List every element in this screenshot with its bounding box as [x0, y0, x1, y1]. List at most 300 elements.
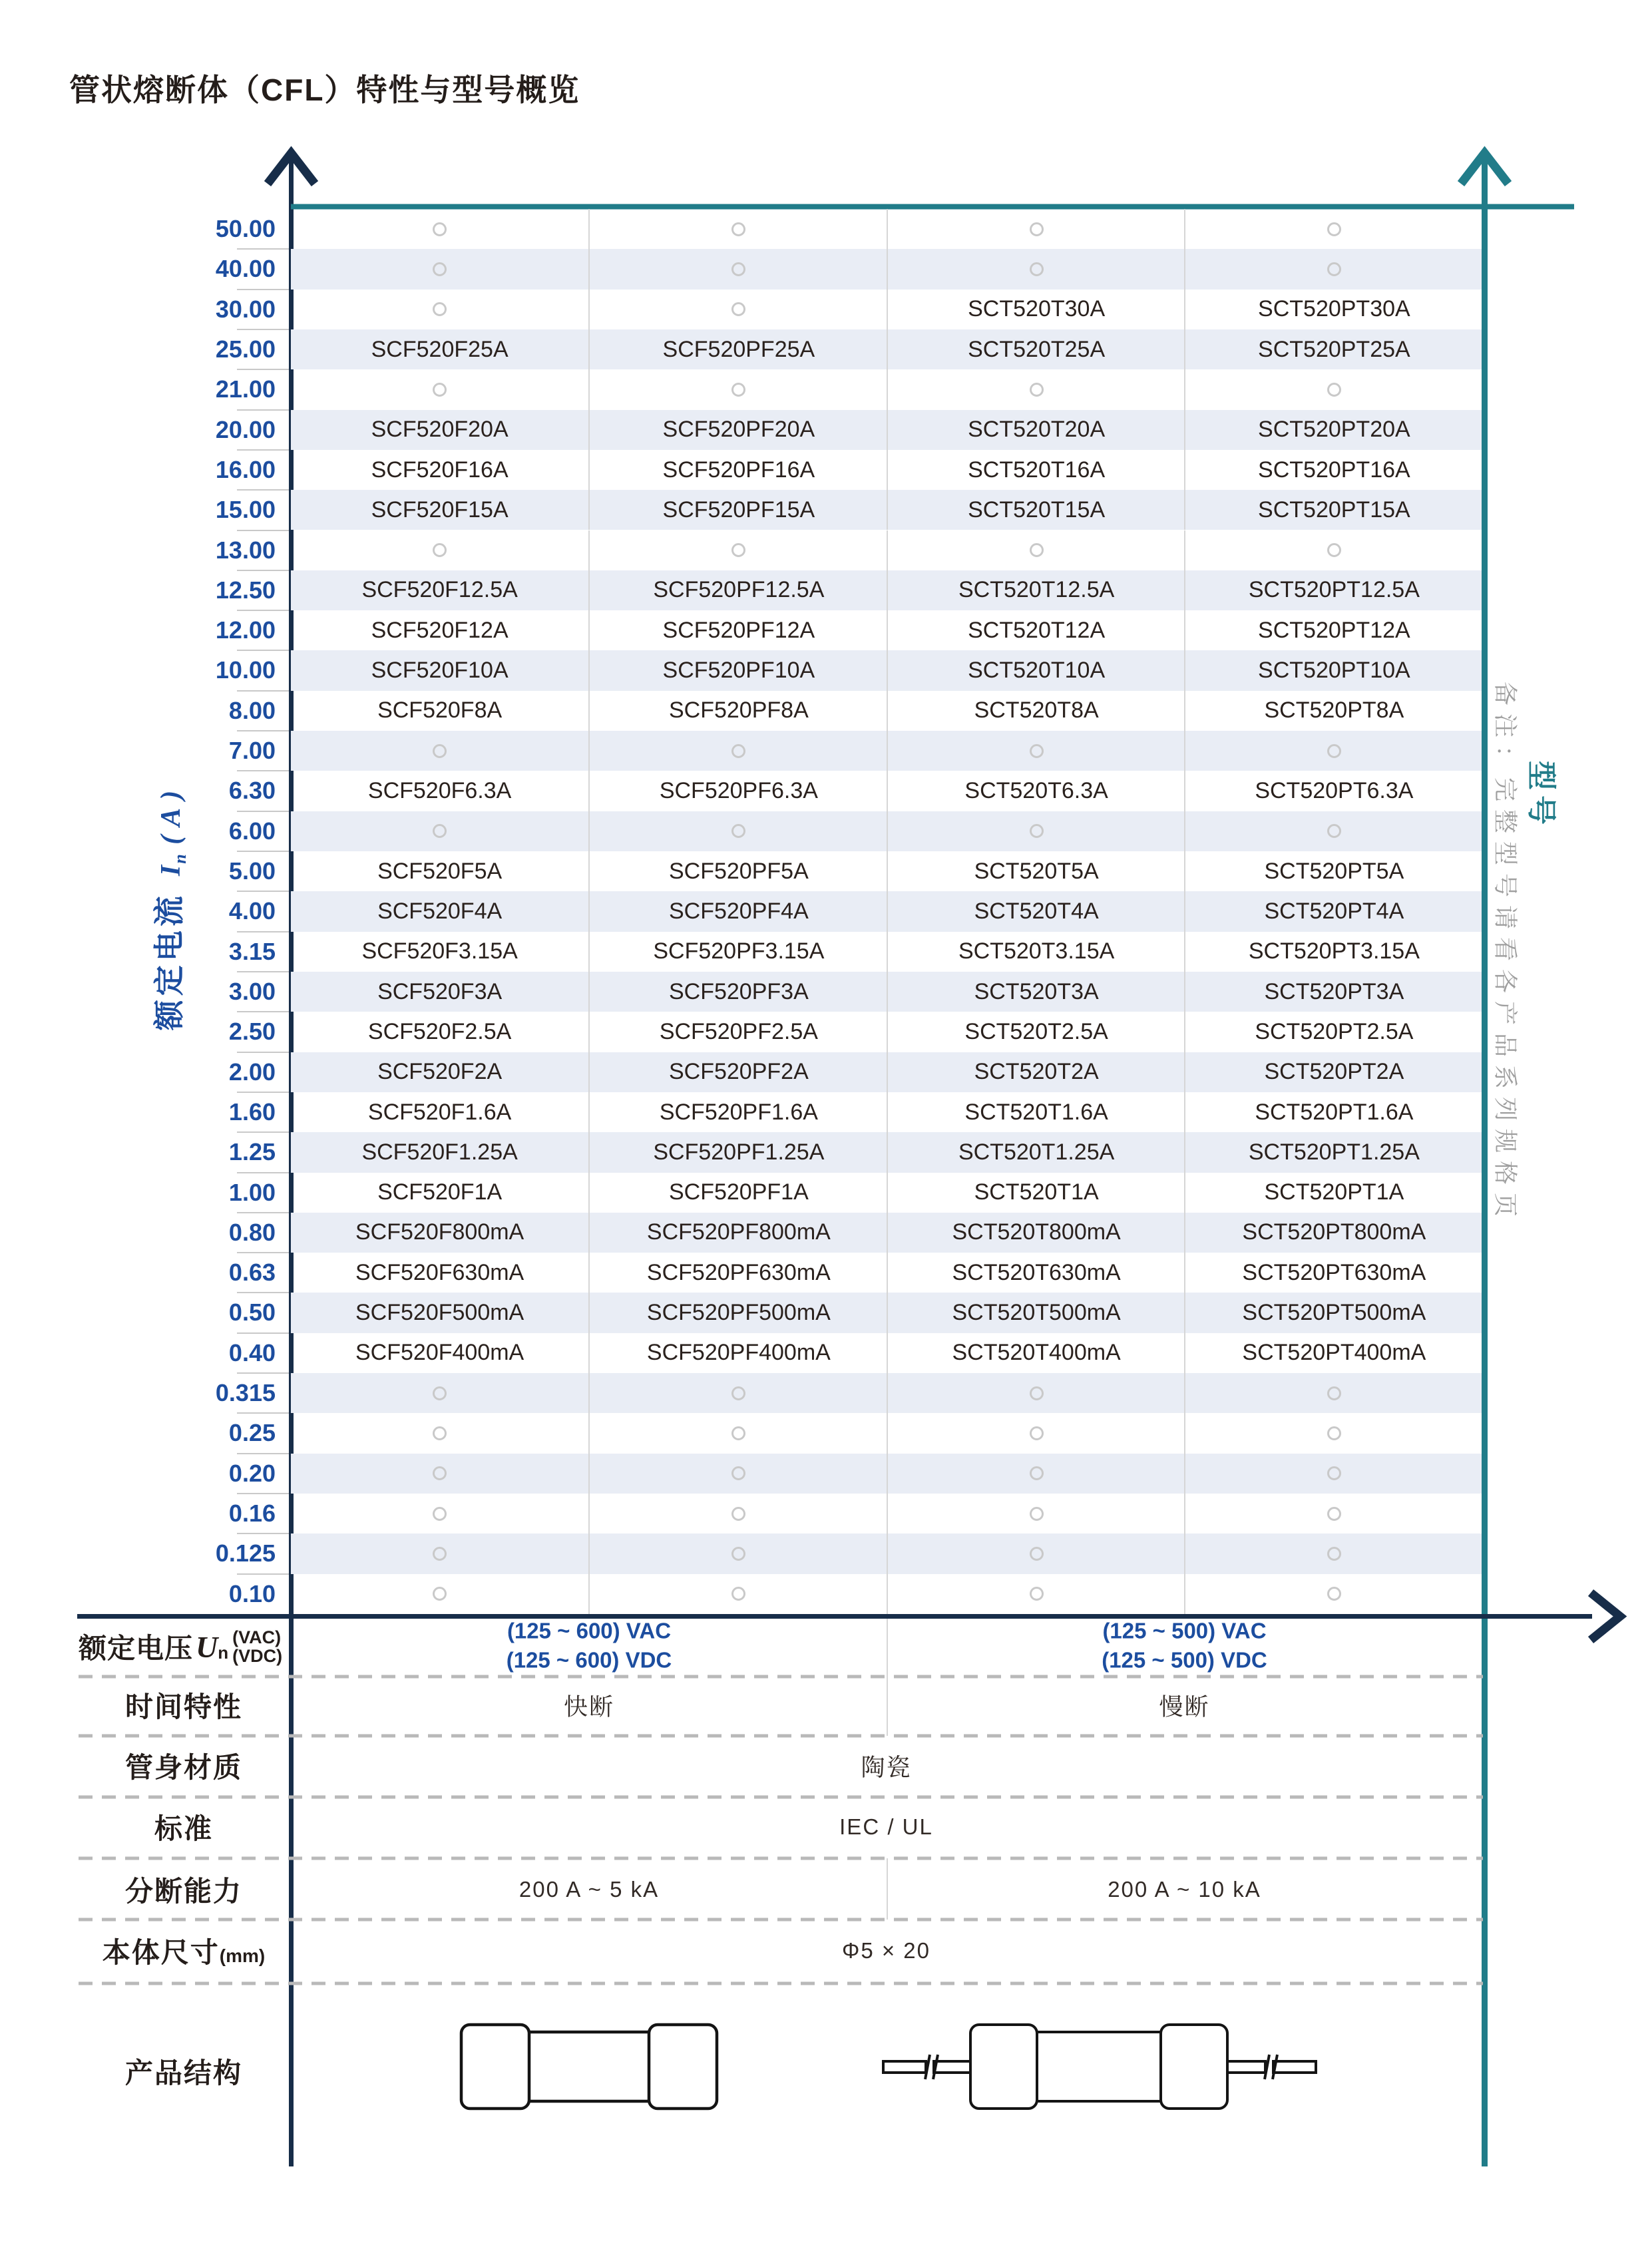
- part-number: SCF520F5A: [377, 858, 503, 884]
- part-number-cell: [291, 410, 588, 450]
- table-row: [291, 1413, 1482, 1453]
- table-row: [291, 329, 1482, 369]
- part-number: SCF520PF16A: [662, 457, 815, 483]
- part-number-cell: [887, 691, 1185, 731]
- part-number-cell: [887, 249, 1185, 289]
- rated-current-label: 2.00: [228, 1058, 276, 1086]
- part-number: SCF520PF1A: [668, 1179, 809, 1205]
- rated-current-label: 0.125: [215, 1539, 276, 1567]
- part-number-cell: [588, 329, 887, 369]
- rated-current-label: 10.00: [215, 656, 276, 684]
- part-number-cell: [291, 490, 588, 530]
- table-row: [291, 1012, 1482, 1052]
- part-number-cell: [588, 972, 887, 1012]
- cartridge-fuse-drawing: [461, 2025, 717, 2109]
- axis-tick: [237, 369, 289, 370]
- part-number-cell: [291, 1253, 588, 1293]
- rated-current-label: 0.16: [228, 1500, 276, 1528]
- empty-circle-icon: [1030, 1587, 1044, 1601]
- part-number: SCF520PF800mA: [646, 1219, 831, 1245]
- empty-circle-icon: [731, 262, 745, 276]
- empty-circle-icon: [1327, 222, 1341, 236]
- part-number: SCT520T630mA: [952, 1259, 1121, 1285]
- part-number-cell: [1184, 691, 1483, 731]
- axial-lead-fuse-drawing: [883, 2025, 1316, 2109]
- rated-current-label: 3.00: [228, 977, 276, 1005]
- part-number-cell: [291, 369, 588, 409]
- part-number-cell: [887, 570, 1185, 610]
- part-number: SCT520PT12A: [1258, 617, 1410, 643]
- table-row: [291, 1373, 1482, 1413]
- part-number-cell: [1184, 1213, 1483, 1253]
- axis-tick: [237, 971, 289, 972]
- table-row: [291, 1173, 1482, 1213]
- part-number-cell: [291, 691, 588, 731]
- part-number-cell: [887, 650, 1185, 690]
- rated-current-label: 1.00: [228, 1178, 276, 1206]
- part-number-cell: [588, 209, 887, 249]
- axis-tick: [237, 650, 289, 651]
- part-number: SCF520F6.3A: [367, 778, 512, 804]
- structure-label: 产品结构: [124, 2057, 242, 2089]
- part-number-cell: [588, 811, 887, 851]
- empty-circle-icon: [1327, 1587, 1341, 1601]
- axis-tick: [237, 1332, 289, 1334]
- empty-circle-icon: [1327, 1466, 1341, 1480]
- empty-circle-icon: [1030, 1386, 1044, 1400]
- rated-voltage-left: (125 ~ 600) VAC (125 ~ 600) VDC: [506, 1618, 672, 1672]
- empty-circle-icon: [1030, 1426, 1044, 1440]
- axis-tick: [237, 891, 289, 892]
- part-number-cell: [588, 570, 887, 610]
- part-number-cell: [1184, 530, 1483, 570]
- part-number: SCT520PT800mA: [1242, 1219, 1426, 1245]
- table-row: [291, 369, 1482, 409]
- part-number-cell: [887, 1454, 1185, 1494]
- rated-current-label: 13.00: [215, 536, 276, 564]
- axis-tick: [237, 1131, 289, 1133]
- part-number-cell: [887, 1092, 1185, 1132]
- table-row: [291, 1132, 1482, 1172]
- part-number-cell: [291, 1373, 588, 1413]
- part-number-cell: [588, 1413, 887, 1453]
- part-number: SCT520PT30A: [1258, 296, 1410, 322]
- rated-current-label: 1.60: [228, 1098, 276, 1125]
- part-number: SCT520T6.3A: [964, 778, 1108, 804]
- part-number-cell: [588, 530, 887, 570]
- standard-label: 标准: [154, 1813, 213, 1844]
- empty-circle-icon: [433, 1466, 447, 1480]
- part-number-cell: [588, 1092, 887, 1132]
- part-number-cell: [1184, 851, 1483, 891]
- table-row: [291, 530, 1482, 570]
- axis-tick: [237, 1292, 289, 1293]
- model-table: [291, 209, 1482, 1615]
- rated-current-label: 6.00: [228, 817, 276, 845]
- part-number-cell: [588, 1293, 887, 1332]
- part-number: SCF520F10A: [371, 658, 509, 684]
- axis-tick: [237, 851, 289, 852]
- part-number: SCF520PF10A: [662, 658, 815, 684]
- table-row: [291, 249, 1482, 289]
- empty-circle-icon: [1030, 744, 1044, 758]
- empty-circle-icon: [1327, 1386, 1341, 1400]
- rated-current-label: 3.15: [228, 937, 276, 965]
- empty-circle-icon: [433, 222, 447, 236]
- part-number-cell: [588, 1012, 887, 1052]
- part-number-cell: [588, 891, 887, 931]
- axis-tick: [237, 1493, 289, 1494]
- part-number: SCF520PF3A: [668, 978, 809, 1004]
- voltage-symbol: U: [196, 1629, 218, 1664]
- side-note: 备注：完整型号请看各产品系列规格页: [1492, 681, 1520, 1225]
- part-number-cell: [887, 1173, 1185, 1213]
- part-number-cell: [1184, 1132, 1483, 1172]
- part-number: SCF520F20A: [371, 417, 509, 443]
- axis-tick: [237, 1011, 289, 1012]
- empty-circle-icon: [1030, 262, 1044, 276]
- axis-tick: [237, 931, 289, 932]
- rated-current-label: 5.00: [228, 857, 276, 885]
- part-number: SCT520T15A: [968, 497, 1106, 522]
- time-characteristic-right: 慢断: [1159, 1693, 1210, 1721]
- empty-circle-icon: [1030, 824, 1044, 838]
- part-number-cell: [291, 249, 588, 289]
- axis-tick: [237, 690, 289, 692]
- part-number: SCF520F1.6A: [367, 1099, 512, 1125]
- part-number: SCT520PT500mA: [1242, 1300, 1426, 1326]
- part-number-cell: [1184, 1092, 1483, 1132]
- part-number-cell: [1184, 1413, 1483, 1453]
- rated-voltage-right: (125 ~ 500) VAC (125 ~ 500) VDC: [1102, 1618, 1267, 1672]
- part-number-cell: [887, 972, 1185, 1012]
- empty-circle-icon: [1327, 824, 1341, 838]
- part-number: SCT520PT630mA: [1242, 1259, 1426, 1285]
- part-number: SCT520T12.5A: [958, 577, 1115, 603]
- axis-tick: [237, 1212, 289, 1213]
- part-number: SCF520PF500mA: [646, 1300, 831, 1326]
- part-number-cell: [291, 650, 588, 690]
- table-row: [291, 490, 1482, 530]
- part-number: SCF520PF8A: [668, 698, 809, 723]
- empty-circle-icon: [1327, 1507, 1341, 1521]
- axis-tick: [237, 1412, 289, 1414]
- empty-circle-icon: [433, 824, 447, 838]
- rated-current-label: 40.00: [215, 255, 276, 283]
- empty-circle-icon: [1030, 543, 1044, 557]
- part-number-cell: [887, 410, 1185, 450]
- body-material-value: 陶瓷: [861, 1753, 912, 1781]
- part-number-cell: [1184, 249, 1483, 289]
- rated-current-label: 12.00: [215, 616, 276, 644]
- rated-current-label: 20.00: [215, 415, 276, 443]
- part-number-cell: [291, 1533, 588, 1573]
- part-number-cell: [887, 450, 1185, 490]
- empty-circle-icon: [1327, 543, 1341, 557]
- empty-circle-icon: [731, 1507, 745, 1521]
- axis-tick: [237, 770, 289, 771]
- table-row: [291, 1494, 1482, 1533]
- part-number: SCF520F2A: [377, 1059, 503, 1085]
- part-number: SCF520PF2A: [668, 1059, 809, 1085]
- axis-tick: [237, 811, 289, 812]
- time-characteristic-left: 快断: [563, 1693, 614, 1721]
- empty-circle-icon: [1030, 1466, 1044, 1480]
- part-number-cell: [588, 1173, 887, 1213]
- part-number-cell: [887, 290, 1185, 329]
- part-number-cell: [1184, 1454, 1483, 1494]
- rated-current-label: 1.25: [228, 1138, 276, 1166]
- part-number: SCF520PF400mA: [646, 1340, 831, 1366]
- empty-circle-icon: [433, 302, 447, 316]
- table-row: [291, 450, 1482, 490]
- rated-current-label: 15.00: [215, 496, 276, 524]
- part-number: SCF520F3A: [377, 978, 503, 1004]
- part-number-cell: [1184, 771, 1483, 811]
- part-number: SCF520F3.15A: [361, 938, 518, 964]
- part-number: SCT520T800mA: [952, 1219, 1121, 1245]
- part-number-cell: [588, 410, 887, 450]
- part-number: SCT520PT2.5A: [1255, 1018, 1414, 1044]
- part-number-cell: [1184, 450, 1483, 490]
- rated-current-label: 0.63: [228, 1259, 276, 1287]
- axis-tick: [237, 1533, 289, 1534]
- table-row: [291, 1092, 1482, 1132]
- part-number-cell: [291, 610, 588, 650]
- empty-circle-icon: [731, 222, 745, 236]
- rated-current-label: 7.00: [228, 737, 276, 765]
- part-number-cell: [291, 1213, 588, 1253]
- part-number-cell: [291, 1092, 588, 1132]
- part-number: SCT520T8A: [974, 698, 1099, 723]
- part-number: SCT520T3A: [974, 978, 1099, 1004]
- empty-circle-icon: [731, 1386, 745, 1400]
- part-number-cell: [1184, 610, 1483, 650]
- table-row: [291, 691, 1482, 731]
- part-number: SCT520T1A: [974, 1179, 1099, 1205]
- part-number-cell: [1184, 1052, 1483, 1092]
- table-row: [291, 1574, 1482, 1614]
- axis-tick: [237, 1052, 289, 1053]
- empty-circle-icon: [433, 1507, 447, 1521]
- part-number: SCT520T4A: [974, 898, 1099, 924]
- y-axis-title-cn: 额定电流: [151, 892, 186, 1031]
- part-number: SCF520F12A: [371, 617, 509, 643]
- part-number-cell: [887, 811, 1185, 851]
- y-axis-title: [145, 789, 190, 1031]
- part-number-cell: [887, 1373, 1185, 1413]
- empty-circle-icon: [731, 302, 745, 316]
- part-number-cell: [291, 1454, 588, 1494]
- part-number-cell: [291, 1574, 588, 1614]
- rated-current-label: 21.00: [215, 375, 276, 403]
- part-number-cell: [588, 1574, 887, 1614]
- rated-current-label: 0.25: [228, 1419, 276, 1447]
- part-number-cell: [588, 650, 887, 690]
- part-number-cell: [291, 851, 588, 891]
- table-row: [291, 1052, 1482, 1092]
- part-number-cell: [887, 851, 1185, 891]
- part-number: SCT520T12A: [968, 617, 1106, 643]
- empty-circle-icon: [433, 1547, 447, 1561]
- table-row: [291, 570, 1482, 610]
- part-number-cell: [1184, 1173, 1483, 1213]
- empty-circle-icon: [1327, 383, 1341, 397]
- part-number-cell: [588, 1333, 887, 1373]
- part-number: SCF520PF5A: [668, 858, 809, 884]
- part-number-cell: [887, 1052, 1185, 1092]
- empty-circle-icon: [1327, 1547, 1341, 1561]
- part-number-cell: [1184, 891, 1483, 931]
- part-number: SCT520PT1A: [1264, 1179, 1404, 1205]
- part-number-cell: [1184, 1253, 1483, 1293]
- part-number-cell: [291, 972, 588, 1012]
- part-number-cell: [291, 1173, 588, 1213]
- empty-circle-icon: [1327, 1426, 1341, 1440]
- part-number-cell: [1184, 731, 1483, 771]
- part-number-cell: [887, 369, 1185, 409]
- part-number: SCT520PT25A: [1258, 336, 1410, 362]
- part-number-cell: [588, 1132, 887, 1172]
- part-number: SCT520T5A: [974, 858, 1099, 884]
- part-number-cell: [1184, 1012, 1483, 1052]
- table-row: [291, 1213, 1482, 1253]
- part-number-cell: [887, 1533, 1185, 1573]
- part-number: SCT520PT2A: [1264, 1059, 1404, 1085]
- empty-circle-icon: [1030, 383, 1044, 397]
- table-row: [291, 1533, 1482, 1573]
- part-number-cell: [1184, 932, 1483, 972]
- empty-circle-icon: [731, 824, 745, 838]
- table-row: [291, 209, 1482, 249]
- part-number-cell: [1184, 209, 1483, 249]
- part-number-cell: [588, 851, 887, 891]
- breaking-capacity-right: 200 A ~ 10 kA: [1108, 1877, 1261, 1902]
- part-number-cell: [588, 731, 887, 771]
- empty-circle-icon: [433, 1587, 447, 1601]
- axis-tick: [237, 329, 289, 330]
- standard-value: IEC / UL: [839, 1814, 933, 1839]
- part-number: SCT520PT16A: [1258, 457, 1410, 483]
- table-row: [291, 610, 1482, 650]
- part-number: SCF520PF2.5A: [659, 1018, 818, 1044]
- rated-current-label: 0.80: [228, 1218, 276, 1246]
- rated-current-label: 0.10: [228, 1579, 276, 1607]
- table-row: [291, 731, 1482, 771]
- part-number-cell: [1184, 811, 1483, 851]
- rated-current-label: 6.30: [228, 777, 276, 805]
- part-number-cell: [887, 1253, 1185, 1293]
- empty-circle-icon: [433, 1386, 447, 1400]
- part-number: SCT520PT4A: [1264, 898, 1404, 924]
- part-number-cell: [887, 932, 1185, 972]
- part-number-cell: [1184, 1333, 1483, 1373]
- rated-current-label: 0.50: [228, 1299, 276, 1326]
- part-number: SCF520F630mA: [355, 1259, 524, 1285]
- empty-circle-icon: [433, 543, 447, 557]
- table-row: [291, 771, 1482, 811]
- part-number-cell: [291, 1494, 588, 1533]
- axis-tick: [237, 1453, 289, 1454]
- part-number-cell: [887, 891, 1185, 931]
- empty-circle-icon: [433, 262, 447, 276]
- part-number-cell: [887, 1012, 1185, 1052]
- part-number-cell: [588, 1052, 887, 1092]
- part-number: SCF520F400mA: [355, 1340, 524, 1366]
- model-axis-title: 型号: [1525, 761, 1557, 830]
- part-number: SCF520F12.5A: [361, 577, 518, 603]
- part-number: SCF520PF12A: [662, 617, 815, 643]
- part-number-cell: [588, 369, 887, 409]
- table-row: [291, 1293, 1482, 1332]
- empty-circle-icon: [433, 383, 447, 397]
- part-number: SCT520T10A: [968, 658, 1106, 684]
- part-number: SCT520T500mA: [952, 1300, 1121, 1326]
- table-row: [291, 891, 1482, 931]
- part-number: SCT520T20A: [968, 417, 1106, 443]
- part-number: SCT520PT3A: [1264, 978, 1404, 1004]
- part-number: SCT520PT1.6A: [1255, 1099, 1414, 1125]
- part-number: SCT520PT1.25A: [1248, 1139, 1420, 1165]
- part-number-cell: [887, 1213, 1185, 1253]
- part-number-cell: [1184, 1574, 1483, 1614]
- part-number: SCT520PT400mA: [1242, 1340, 1426, 1366]
- part-number-cell: [588, 1373, 887, 1413]
- part-number: SCF520F1.25A: [361, 1139, 518, 1165]
- empty-circle-icon: [731, 1587, 745, 1601]
- part-number: SCF520PF1.25A: [653, 1139, 825, 1165]
- part-number: SCF520PF4A: [668, 898, 809, 924]
- time-characteristic-label: 时间特性: [124, 1691, 242, 1723]
- part-number: SCF520PF15A: [662, 497, 815, 522]
- rated-current-label: 4.00: [228, 897, 276, 925]
- breaking-capacity-label: 分断能力: [124, 1876, 242, 1907]
- body-size-value: Φ5 × 20: [842, 1938, 930, 1963]
- part-number: SCT520T1.25A: [958, 1139, 1115, 1165]
- part-number: SCT520PT12.5A: [1248, 577, 1420, 603]
- part-number-cell: [291, 771, 588, 811]
- axis-tick: [237, 489, 289, 491]
- part-number-cell: [291, 570, 588, 610]
- axis-tick: [237, 530, 289, 531]
- axis-tick: [237, 1092, 289, 1093]
- part-number: SCT520T25A: [968, 336, 1106, 362]
- rated-current-label: 50.00: [215, 215, 276, 242]
- part-number: SCF520PF6.3A: [659, 778, 818, 804]
- part-number-cell: [887, 530, 1185, 570]
- part-number-cell: [291, 932, 588, 972]
- part-number: SCF520PF25A: [662, 336, 815, 362]
- part-number: SCT520PT10A: [1258, 658, 1410, 684]
- rated-current-label: 12.50: [215, 576, 276, 604]
- part-number-cell: [588, 1454, 887, 1494]
- part-number-cell: [291, 1413, 588, 1453]
- part-number-cell: [1184, 329, 1483, 369]
- table-row: [291, 851, 1482, 891]
- empty-circle-icon: [731, 1547, 745, 1561]
- part-number-cell: [1184, 1293, 1483, 1332]
- axis-tick: [237, 610, 289, 611]
- axis-tick: [237, 449, 289, 451]
- rated-current-label: 16.00: [215, 455, 276, 483]
- axis-tick: [237, 1252, 289, 1253]
- part-number-cell: [291, 530, 588, 570]
- y-axis-title-symbol: $I_n$ ( A ): [155, 789, 190, 877]
- page-title: 管状熔断体（CFL）特性与型号概览: [69, 73, 580, 107]
- axis-tick: [237, 1573, 289, 1575]
- table-row: [291, 1253, 1482, 1293]
- part-number: SCF520F1A: [377, 1179, 503, 1205]
